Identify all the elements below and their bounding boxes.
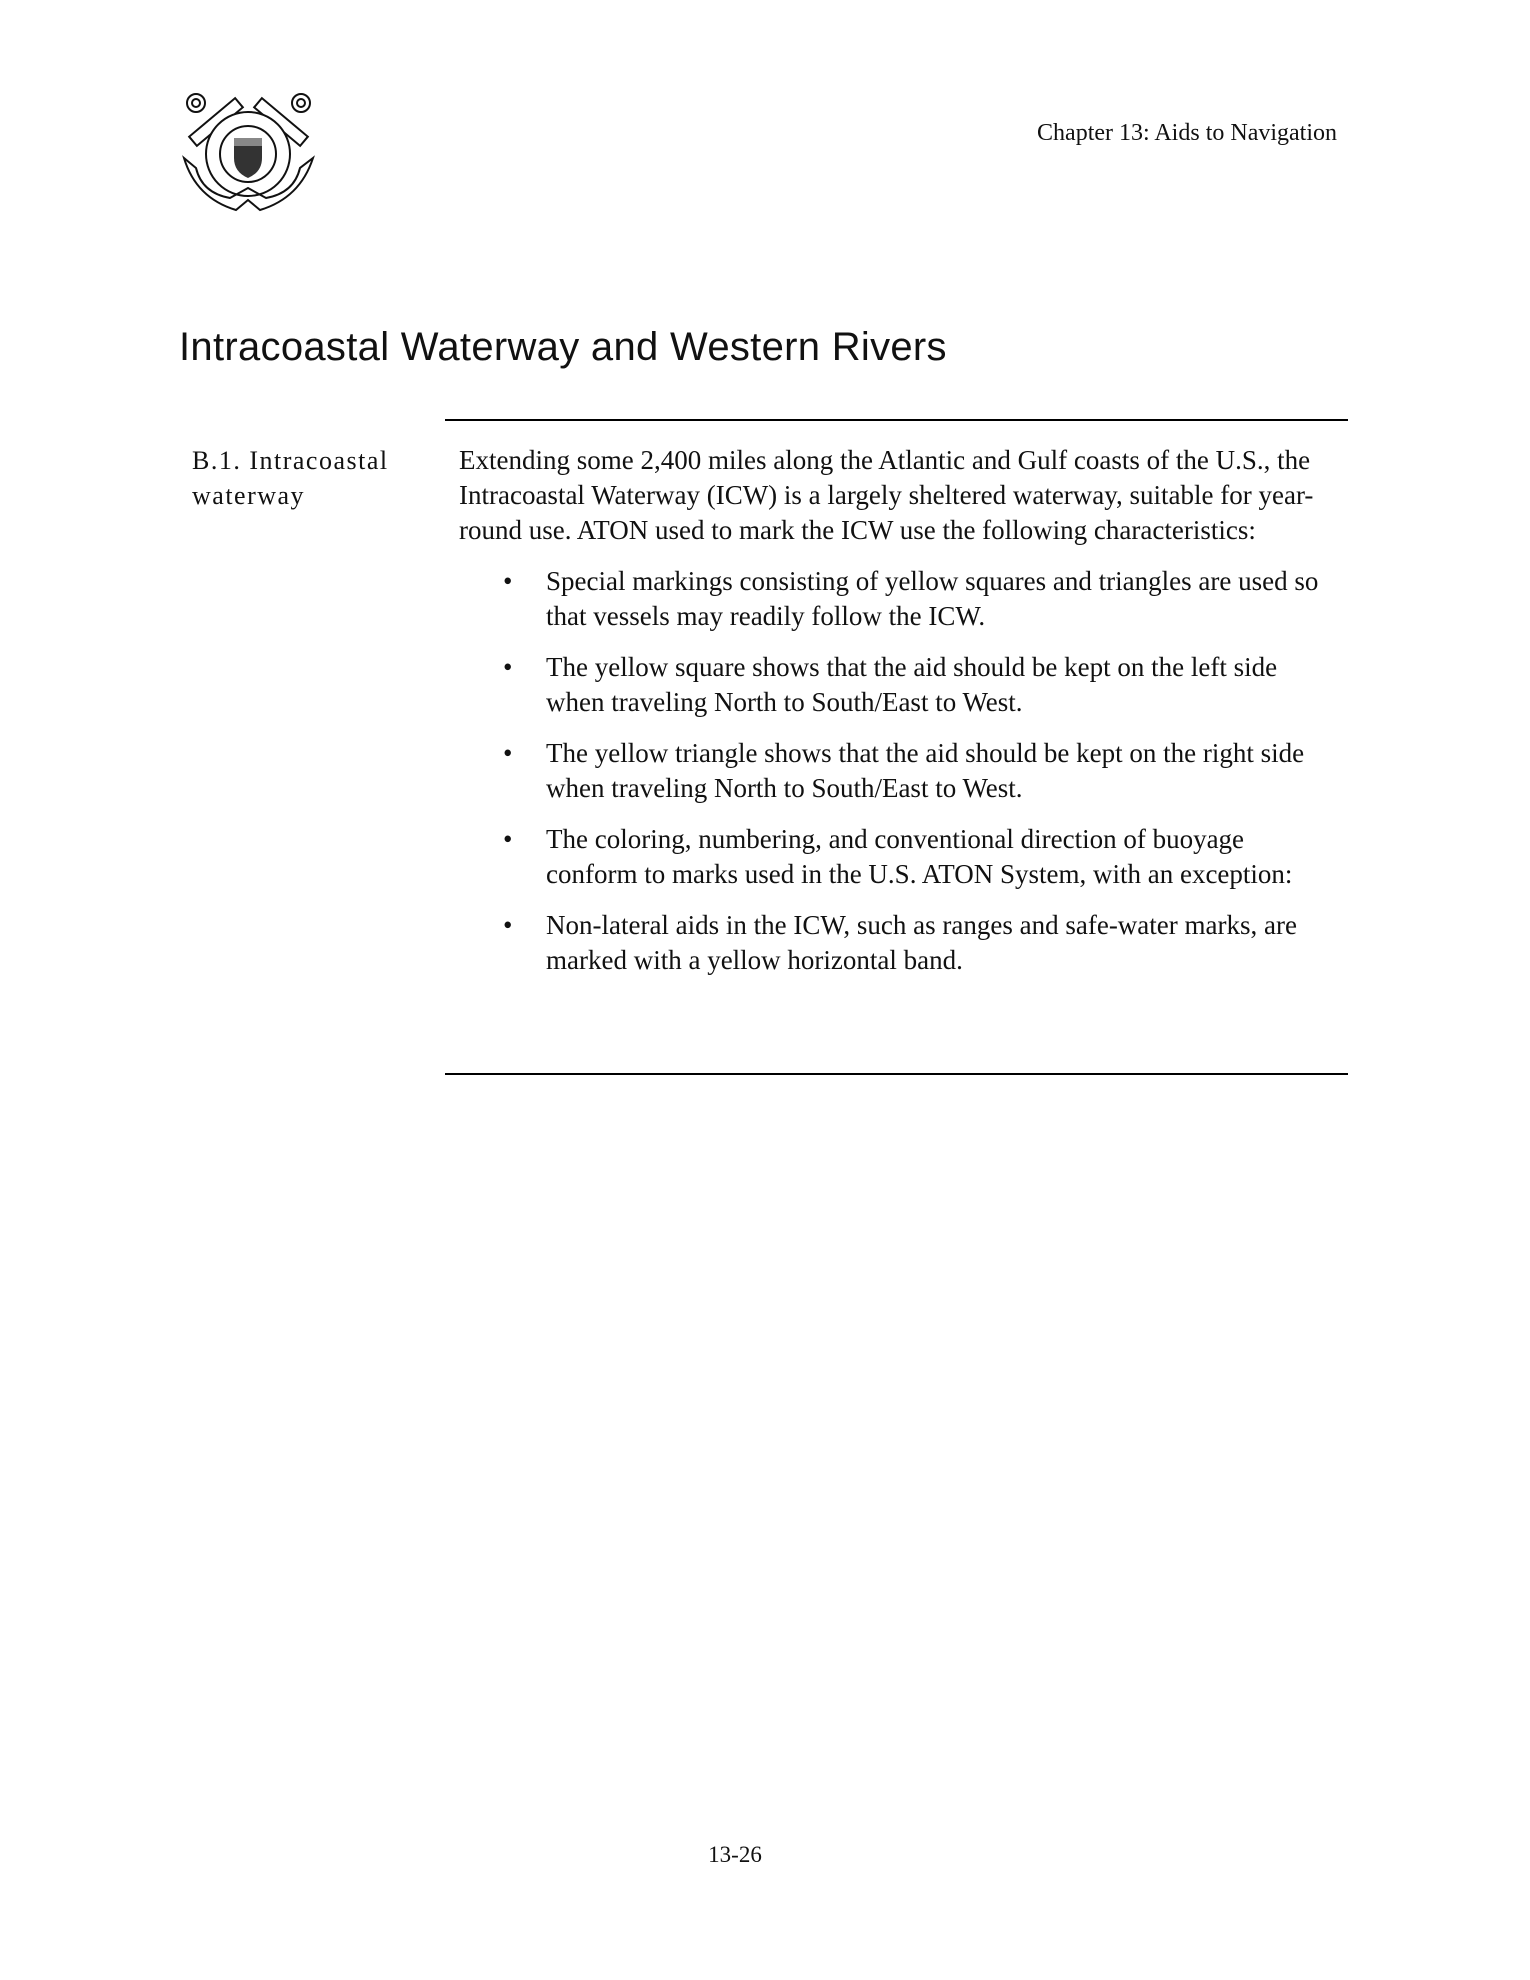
list-item-text: The yellow square shows that the aid should be kept on the left side when traveling North to South/East to West. xyxy=(546,652,1278,717)
list-item xyxy=(459,564,1339,634)
section-label: B.1. Intracoastal waterway xyxy=(192,446,389,510)
list-item-text: Non-lateral aids in the ICW, such as ranges and safe-water marks, are marked with a yellow horizontal band. xyxy=(546,910,1297,975)
list-item-text: The yellow triangle shows that the aid should be kept on the right side when traveling North to South/East to West. xyxy=(546,738,1305,803)
list-item xyxy=(459,908,1339,978)
bullet-icon: • xyxy=(503,652,513,682)
list-item xyxy=(459,736,1339,806)
bullet-icon: • xyxy=(503,566,513,596)
bullet-icon: • xyxy=(503,738,513,768)
list-item xyxy=(459,650,1339,720)
bullet-icon: • xyxy=(503,910,513,940)
bullet-icon: • xyxy=(503,824,513,854)
intro-paragraph: Extending some 2,400 miles along the Atlantic and Gulf coasts of the U.S., the Intracoastal Waterway (ICW) is a largely sheltered waterway, suitable for year-round use. ATON used to mark the ICW use the following characteristics: xyxy=(459,445,1314,545)
section-body xyxy=(459,443,1339,994)
list-item-text: The coloring, numbering, and conventional direction of buoyage conform to marks used in the U.S. ATON System, with an exception: xyxy=(546,824,1293,889)
list-item xyxy=(459,822,1339,892)
bottom-rule-divider xyxy=(445,1073,1348,1075)
section-title: Intracoastal Waterway and Western Rivers xyxy=(179,325,947,369)
bullet-list xyxy=(459,564,1339,978)
list-item-text: Special markings consisting of yellow squares and triangles are used so that vessels may readily follow the ICW. xyxy=(546,566,1319,631)
top-rule-divider xyxy=(445,419,1348,421)
coast-guard-seal-logo xyxy=(176,88,321,220)
chapter-header: Chapter 13: Aids to Navigation xyxy=(1037,120,1337,146)
page-number: 13-26 xyxy=(708,1842,762,1867)
